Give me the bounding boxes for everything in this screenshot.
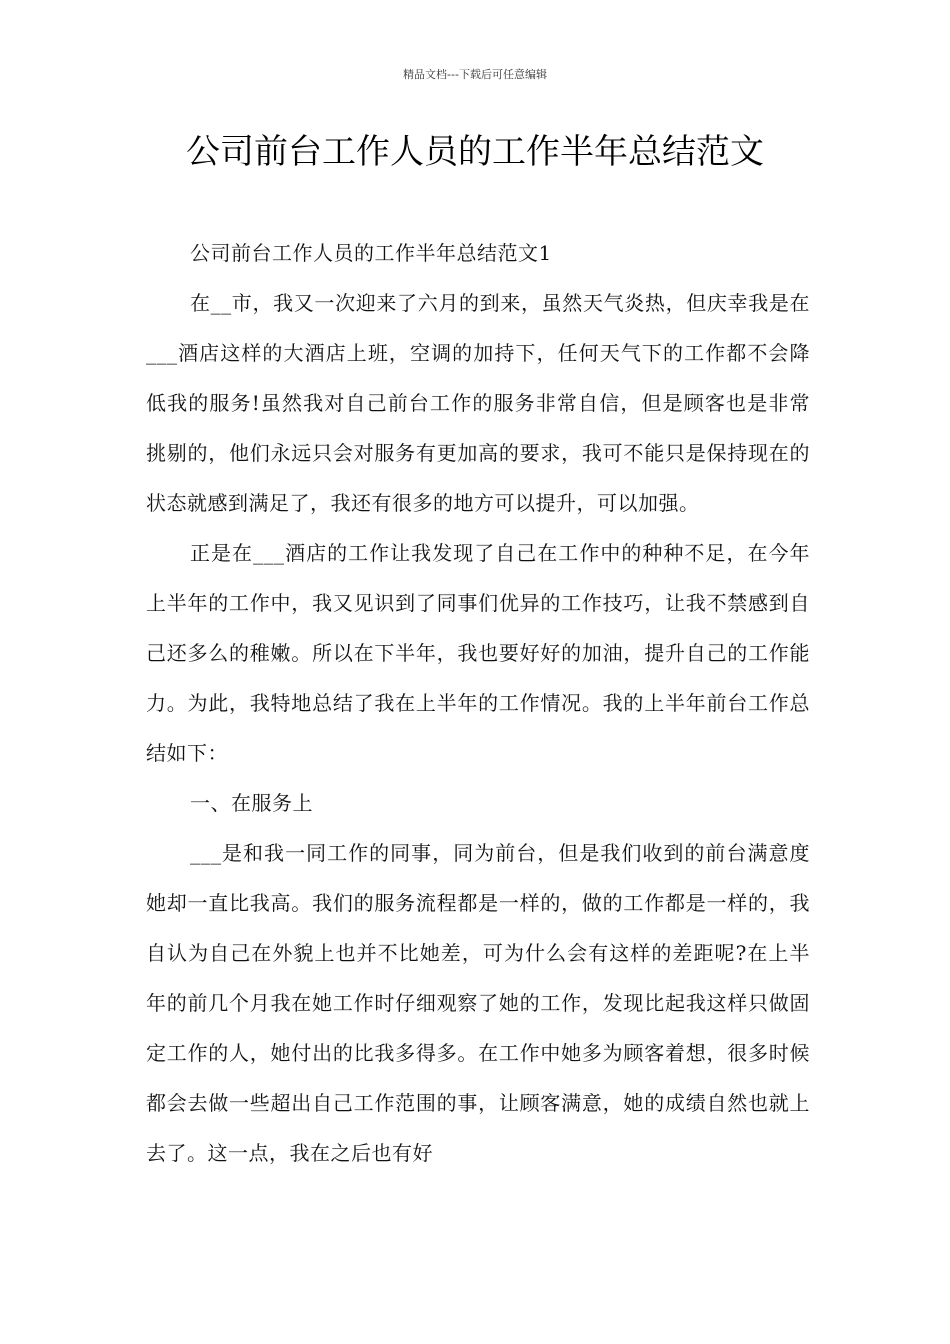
header-note: 精品文档---下载后可任意编辑 (403, 68, 547, 81)
paragraph-subtitle: 公司前台工作人员的工作半年总结范文1 (190, 241, 552, 265)
document-body (146, 228, 810, 1178)
document-title: 公司前台工作人员的工作半年总结范文 (186, 132, 764, 172)
paragraph-service: ___是和我一同工作的同事，同为前台，但是我们收到的前台满意度她却一直比我高。我们的服务流程都是一样的，做的工作都是一样的，我自认为自己在外貌上也并不比她差，可为什么会有这样的差距呢?在上半年的前几个月我在她工作时仔细观察了她的工作，发现比起我这样只做固定工作的人，她付出的比我多得多。在工作中她多为顾客着想，很多时候都会去做一些超出自己工作范围的事，让顾客满意，她的成绩自然也就上去了。这一点，我在之后也有好 (146, 841, 810, 1165)
section-heading-service: 一、在服务上 (190, 791, 313, 815)
paragraph-shortcomings: 正是在___酒店的工作让我发现了自己在工作中的种种不足，在今年上半年的工作中，我又见识到了同事们优异的工作技巧，让我不禁感到自己还多么的稚嫩。所以在下半年，我也要好好的加油，提升自己的工作能力。为此，我特地总结了我在上半年的工作情况。我的上半年前台工作总结如下： (146, 541, 810, 765)
paragraph-intro: 在__市，我又一次迎来了六月的到来，虽然天气炎热，但庆幸我是在___酒店这样的大酒店上班，空调的加持下，任何天气下的工作都不会降低我的服务!虽然我对自己前台工作的服务非常自信，但是顾客也是非常挑剔的，他们永远只会对服务有更加高的要求，我可不能只是保持现在的状态就感到满足了，我还有很多的地方可以提升，可以加强。 (146, 291, 810, 515)
